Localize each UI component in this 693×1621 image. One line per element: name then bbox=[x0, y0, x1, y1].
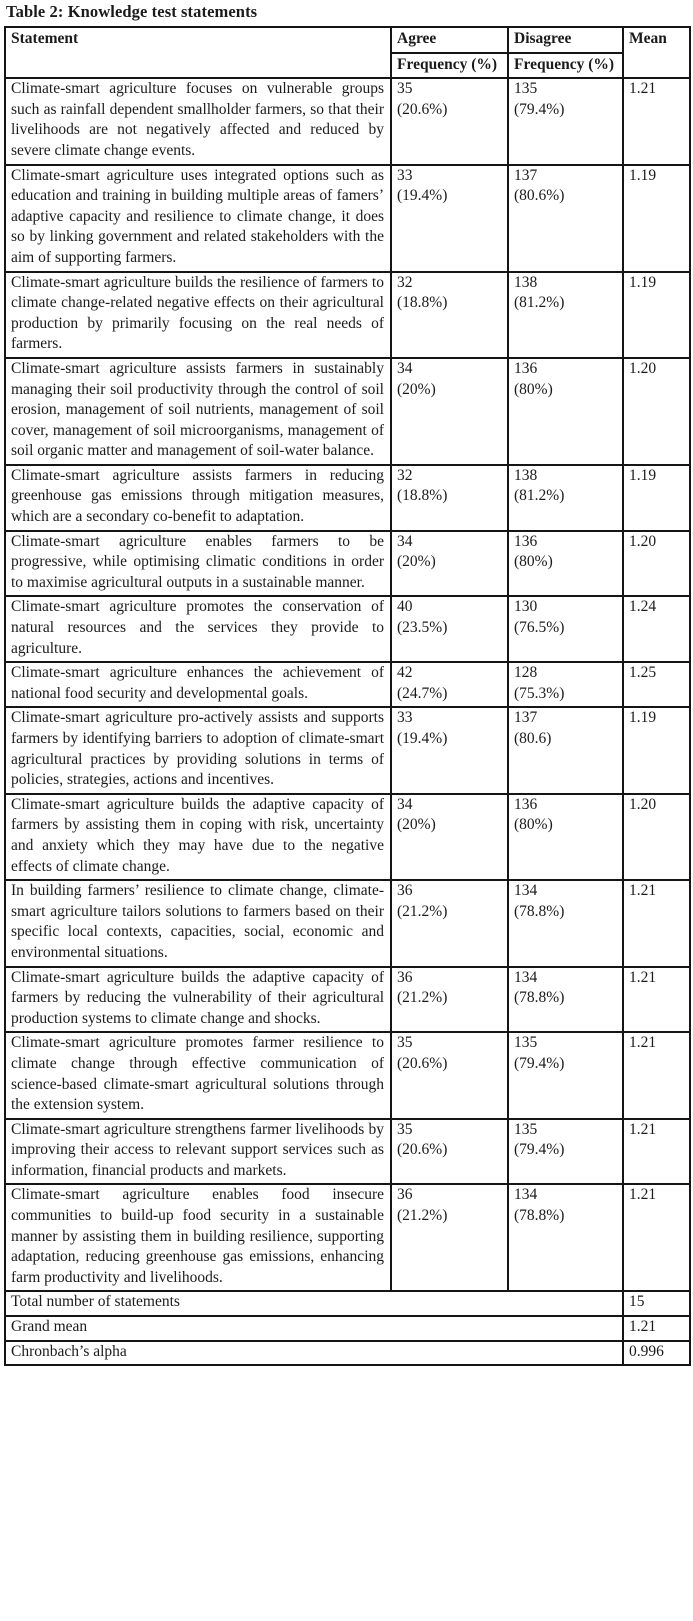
agree-count: 35 bbox=[397, 80, 413, 98]
col-subheader-disagree-frequency: Frequency (%) bbox=[508, 53, 623, 79]
mean-cell: 1.19 bbox=[623, 465, 690, 531]
summary-value: 15 bbox=[623, 1291, 690, 1316]
disagree-count: 138 bbox=[514, 273, 538, 291]
agree-percent: (20%) bbox=[397, 553, 436, 571]
table-row bbox=[5, 880, 690, 966]
mean-cell: 1.21 bbox=[623, 1184, 690, 1291]
disagree-cell bbox=[508, 165, 623, 272]
mean-cell: 1.20 bbox=[623, 794, 690, 880]
agree-count: 34 bbox=[397, 795, 413, 813]
disagree-count: 137 bbox=[514, 709, 538, 727]
disagree-count: 136 bbox=[514, 532, 538, 550]
disagree-cell bbox=[508, 272, 623, 358]
disagree-percent: (79.4%) bbox=[514, 1054, 565, 1072]
table-header bbox=[5, 27, 690, 78]
agree-percent: (18.8%) bbox=[397, 294, 448, 312]
disagree-percent: (80%) bbox=[514, 816, 553, 834]
statement-cell: Climate-smart agriculture focuses on vulnerable groups such as rainfall dependent smallholder farmers, so that their livelihoods are not negatively affected and reduced by severe climate change events. bbox=[5, 78, 391, 164]
agree-percent: (21.2%) bbox=[397, 989, 448, 1007]
disagree-count: 134 bbox=[514, 1186, 538, 1204]
col-header-disagree: Disagree bbox=[508, 27, 623, 53]
table-row bbox=[5, 165, 690, 272]
summary-label: Total number of statements bbox=[5, 1291, 623, 1316]
disagree-count: 134 bbox=[514, 968, 538, 986]
disagree-cell bbox=[508, 1119, 623, 1185]
agree-cell bbox=[391, 967, 508, 1033]
disagree-percent: (80.6) bbox=[514, 730, 552, 747]
disagree-percent: (80.6%) bbox=[514, 187, 565, 205]
agree-count: 35 bbox=[397, 1034, 413, 1052]
disagree-count: 135 bbox=[514, 1120, 538, 1138]
summary-rows bbox=[5, 1291, 690, 1365]
table-row bbox=[5, 662, 690, 707]
agree-percent: (19.4%) bbox=[397, 730, 448, 747]
agree-cell bbox=[391, 165, 508, 272]
header-row-1 bbox=[5, 27, 690, 53]
agree-count: 35 bbox=[397, 1120, 413, 1138]
disagree-count: 138 bbox=[514, 466, 538, 484]
agree-percent: (20%) bbox=[397, 380, 436, 398]
summary-label: Grand mean bbox=[5, 1316, 623, 1341]
agree-count: 36 bbox=[397, 968, 413, 986]
mean-cell: 1.21 bbox=[623, 78, 690, 164]
table-row bbox=[5, 596, 690, 662]
agree-count: 36 bbox=[397, 882, 413, 900]
mean-cell: 1.21 bbox=[623, 1032, 690, 1118]
disagree-percent: (78.8%) bbox=[514, 1207, 565, 1225]
agree-percent: (20.6%) bbox=[397, 1141, 448, 1159]
table-row bbox=[5, 967, 690, 1033]
disagree-cell bbox=[508, 707, 623, 793]
col-header-mean: Mean bbox=[623, 27, 690, 78]
disagree-count: 130 bbox=[514, 598, 538, 616]
agree-cell bbox=[391, 880, 508, 966]
mean-cell: 1.21 bbox=[623, 1119, 690, 1185]
agree-cell bbox=[391, 465, 508, 531]
table-row bbox=[5, 358, 690, 465]
agree-count: 32 bbox=[397, 273, 413, 291]
disagree-cell bbox=[508, 1184, 623, 1291]
statement-cell: Climate-smart agriculture builds the resilience of farmers to climate change-related negative effects on their agricultural production by primarily focusing on the real needs of farmers. bbox=[5, 272, 391, 358]
agree-count: 32 bbox=[397, 466, 413, 484]
disagree-count: 128 bbox=[514, 664, 538, 682]
statement-cell: Climate-smart agriculture assists farmers in reducing greenhouse gas emissions through mitigation measures, which are a secondary co-benefit to adaptation. bbox=[5, 465, 391, 531]
statement-cell: Climate-smart agriculture assists farmers in sustainably managing their soil productivity through the control of soil erosion, management of soil nutrients, management of soil cover, management of soil microorganisms, management of soil organic matter and management of soil-water balance. bbox=[5, 358, 391, 465]
col-header-agree: Agree bbox=[391, 27, 508, 53]
table-title: Table 2: Knowledge test statements bbox=[6, 2, 258, 21]
table-row bbox=[5, 531, 690, 597]
agree-percent: (21.2%) bbox=[397, 1207, 448, 1225]
statement-cell: Climate-smart agriculture pro-actively assists and supports farmers by identifying barriers to adoption of climate-smart agricultural practices by providing solutions in terms of policies, strategies, actions and incentives. bbox=[5, 707, 391, 793]
disagree-cell bbox=[508, 794, 623, 880]
disagree-cell bbox=[508, 967, 623, 1033]
mean-cell: 1.19 bbox=[623, 707, 690, 793]
mean-cell: 1.19 bbox=[623, 272, 690, 358]
agree-percent: (20.6%) bbox=[397, 100, 448, 118]
disagree-count: 136 bbox=[514, 795, 538, 813]
agree-count: 34 bbox=[397, 532, 413, 550]
agree-cell bbox=[391, 1119, 508, 1185]
summary-label: Chronbach’s alpha bbox=[5, 1341, 623, 1366]
agree-count: 40 bbox=[397, 598, 413, 616]
agree-cell bbox=[391, 1032, 508, 1118]
mean-cell: 1.20 bbox=[623, 358, 690, 465]
table-row bbox=[5, 1119, 690, 1185]
disagree-percent: (78.8%) bbox=[514, 902, 565, 920]
disagree-cell bbox=[508, 531, 623, 597]
statement-cell: Climate-smart agriculture uses integrated options such as education and training in building multiple areas of famers’ adaptive capacity and resilience to climate change, it does so by linking government and related stakeholders with the aim of supporting farmers. bbox=[5, 165, 391, 272]
table-row bbox=[5, 707, 690, 793]
mean-cell: 1.21 bbox=[623, 967, 690, 1033]
table-row bbox=[5, 272, 690, 358]
summary-value: 0.996 bbox=[623, 1341, 690, 1366]
disagree-percent: (80%) bbox=[514, 380, 553, 398]
agree-percent: (20.6%) bbox=[397, 1054, 448, 1072]
disagree-count: 136 bbox=[514, 359, 538, 377]
agree-percent: (20%) bbox=[397, 816, 436, 834]
disagree-percent: (79.4%) bbox=[514, 1141, 565, 1159]
summary-row bbox=[5, 1316, 690, 1341]
table-row bbox=[5, 78, 690, 164]
disagree-cell bbox=[508, 596, 623, 662]
disagree-percent: (81.2%) bbox=[514, 487, 565, 505]
disagree-percent: (79.4%) bbox=[514, 100, 565, 118]
mean-cell: 1.19 bbox=[623, 165, 690, 272]
summary-value: 1.21 bbox=[623, 1316, 690, 1341]
disagree-count: 135 bbox=[514, 80, 538, 98]
table-row bbox=[5, 1032, 690, 1118]
agree-count: 42 bbox=[397, 664, 413, 682]
agree-cell bbox=[391, 272, 508, 358]
mean-cell: 1.25 bbox=[623, 662, 690, 707]
table-row bbox=[5, 1184, 690, 1291]
summary-row bbox=[5, 1291, 690, 1316]
agree-cell bbox=[391, 531, 508, 597]
agree-cell bbox=[391, 358, 508, 465]
agree-cell bbox=[391, 707, 508, 793]
summary-row bbox=[5, 1341, 690, 1366]
disagree-cell bbox=[508, 465, 623, 531]
agree-cell bbox=[391, 78, 508, 164]
statements-body bbox=[5, 78, 690, 1291]
disagree-percent: (76.5%) bbox=[514, 619, 565, 637]
agree-cell bbox=[391, 1184, 508, 1291]
disagree-cell bbox=[508, 880, 623, 966]
statement-cell: Climate-smart agriculture builds the adaptive capacity of farmers by reducing the vulnerability of their agricultural production systems to climate change and shocks. bbox=[5, 967, 391, 1033]
agree-cell bbox=[391, 596, 508, 662]
disagree-count: 135 bbox=[514, 1034, 538, 1052]
disagree-percent: (78.8%) bbox=[514, 989, 565, 1007]
disagree-cell bbox=[508, 78, 623, 164]
agree-count: 36 bbox=[397, 1186, 413, 1204]
agree-percent: (18.8%) bbox=[397, 487, 448, 505]
table-row bbox=[5, 794, 690, 880]
disagree-cell bbox=[508, 662, 623, 707]
table-row bbox=[5, 465, 690, 531]
col-header-statement: Statement bbox=[5, 27, 391, 78]
agree-percent: (24.7%) bbox=[397, 684, 448, 702]
knowledge-test-table bbox=[4, 26, 691, 1366]
agree-cell bbox=[391, 794, 508, 880]
statement-cell: Climate-smart agriculture enhances the achievement of national food security and developmental goals. bbox=[5, 662, 391, 707]
agree-count: 34 bbox=[397, 359, 413, 377]
col-subheader-agree-frequency: Frequency (%) bbox=[391, 53, 508, 79]
agree-cell bbox=[391, 662, 508, 707]
statement-cell: Climate-smart agriculture builds the adaptive capacity of farmers by assisting them in coping with risk, uncertainty and anxiety which they may have due to the negative effects of climate change. bbox=[5, 794, 391, 880]
agree-count: 33 bbox=[397, 709, 413, 727]
disagree-percent: (75.3%) bbox=[514, 684, 565, 702]
mean-cell: 1.21 bbox=[623, 880, 690, 966]
statement-cell: Climate-smart agriculture enables food insecure communities to build-up food security in a sustainable manner by assisting them in building resilience, supporting adaptation, reducing greenhouse gas emissions, enhancing farm productivity and livelihoods. bbox=[5, 1184, 391, 1291]
statement-cell: In building farmers’ resilience to climate change, climate-smart agriculture tailors solutions to farmers based on their specific local contexts, capacities, social, economic and environmental situations. bbox=[5, 880, 391, 966]
agree-count: 33 bbox=[397, 166, 413, 184]
agree-percent: (23.5%) bbox=[397, 619, 448, 637]
statement-cell: Climate-smart agriculture enables farmers to be progressive, while optimising climatic conditions in order to maximise agricultural outputs in a sustainable manner. bbox=[5, 531, 391, 597]
disagree-count: 134 bbox=[514, 882, 538, 900]
disagree-cell bbox=[508, 358, 623, 465]
disagree-count: 137 bbox=[514, 166, 538, 184]
disagree-percent: (81.2%) bbox=[514, 294, 565, 312]
disagree-percent: (80%) bbox=[514, 553, 553, 571]
mean-cell: 1.24 bbox=[623, 596, 690, 662]
statement-cell: Climate-smart agriculture strengthens farmer livelihoods by improving their access to relevant support services such as information, financial products and markets. bbox=[5, 1119, 391, 1185]
statement-cell: Climate-smart agriculture promotes farmer resilience to climate change through effective communication of science-based climate-smart agricultural solutions through the extension system. bbox=[5, 1032, 391, 1118]
disagree-cell bbox=[508, 1032, 623, 1118]
agree-percent: (21.2%) bbox=[397, 902, 448, 920]
mean-cell: 1.20 bbox=[623, 531, 690, 597]
agree-percent: (19.4%) bbox=[397, 187, 448, 205]
statement-cell: Climate-smart agriculture promotes the conservation of natural resources and the services they provide to agriculture. bbox=[5, 596, 391, 662]
